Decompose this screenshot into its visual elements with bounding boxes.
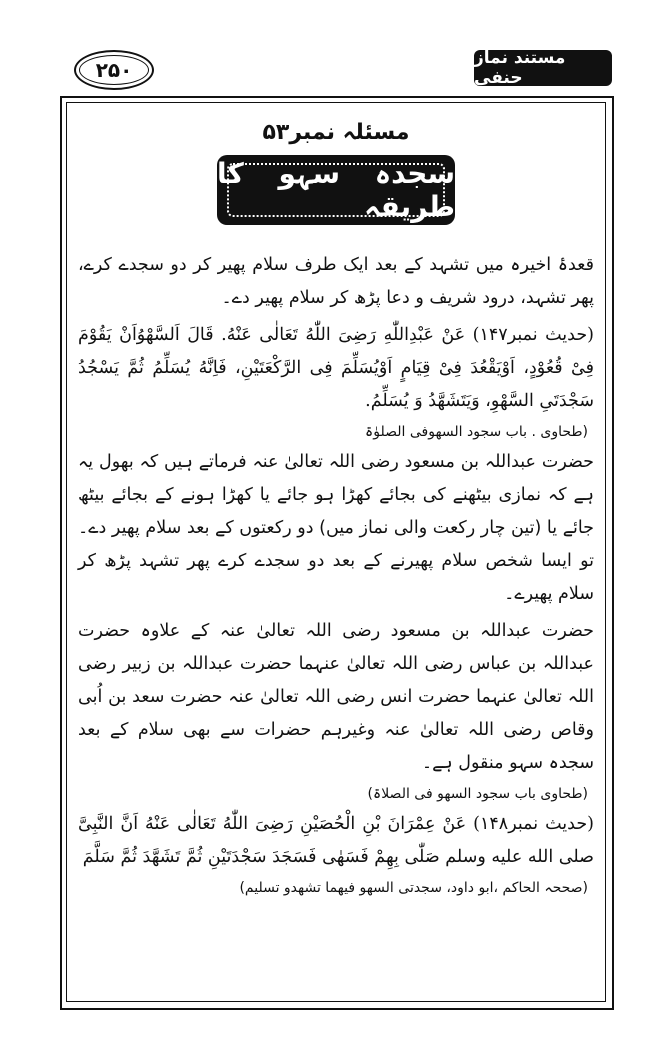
masla-heading: مسئلہ نمبر۵۳ — [262, 120, 410, 145]
intro-paragraph: قعدۂ اخیرہ میں تشہد کے بعد ایک طرف سلام پھیر کر دو سجدے کرے، پھر تشہد، درود شریف و دعا پڑھ کر سلام پھیر دے۔ — [78, 255, 594, 308]
hadith-148-arabic: (حدیث نمبر۱۴۸) عَنْ عِمْرَانَ بْنِ الْحُصَيْنِ رَضِىَ اللّٰهُ تَعَالٰى عَنْهُ اَنَّ النَّبِىَّ صلى الله عليه وسلم صَلّٰى بِهِمْ فَسَهٰى فَسَجَدَ سَجْدَتَيْنِ ثُمَّ تَشَهَّدَ ثُمَّ سَلَّمَ — [78, 814, 594, 867]
hadith-147-arabic: (حدیث نمبر۱۴۷) عَنْ عَبْدِاللّٰهِ رَضِىَ اللّٰهُ تَعَالٰى عَنْهُ. قَالَ اَلسَّهْوُاَنْ يَقُوْمَ فِىْ قُعُوْدٍ، اَوْيَقْعُدَ فِىْ قِيَامٍ اَوْيُسَلِّمَ فِى الرَّكْعَتَيْنِ، فَاِنَّهُ يُسَلِّمُ ثُمَّ يَسْجُدُ سَجْدَتَىِ السَّهْوِ، وَيَتَشَهَّدُ وَ يُسَلِّمُ. — [78, 325, 594, 411]
companions-paragraph: حضرت عبداللہ بن مسعود رضی اللہ تعالیٰ عنہ کے علاوہ حضرت عبداللہ بن عباس رضی اللہ تعالیٰ عنہما حضرت عبداللہ بن زبیر رضی اللہ تعالیٰ عنہما حضرت انس رضی اللہ تعالیٰ عنہ حضرت سعد بن اُبی وقاص رضی اللہ تعالیٰ عنہ وغیرہم حضرات سے بھی سلام کے بعد سجدہ سہو منقول ہے۔ — [78, 621, 594, 773]
page-content — [78, 120, 594, 902]
chapter-title: سجدہ سہو کا طریقہ — [217, 157, 455, 223]
hadith-147-translation: حضرت عبداللہ بن مسعود رضی اللہ تعالیٰ عنہ فرماتے ہیں کہ بھول یہ ہے کہ نمازی بیٹھنے کی بجائے کھڑا ہو جائے یا کھڑا ہونے کے بجائے بیٹھ جائے یا (تین چار رکعت والی نماز میں) دو رکعتوں کے بعد سلام پھیر دے۔ تو ایسا شخص سلام پھیرنے کے بعد دو سجدے کرے پھر تشہد پڑھ کر سلام پھیرے۔ — [78, 452, 594, 604]
book-title: مستند نماز حنفی — [474, 50, 612, 86]
hadith-147-reference: (طحاوی . باب سجود السھوفی الصلوٰۃ — [365, 424, 588, 440]
hadith-148-reference: (صححہ الحاکم ،ابو داود، سجدتی السھو فیھما تشھدو تسلیم) — [239, 880, 588, 896]
page-number: ۲۵۰ — [74, 50, 154, 90]
tahawi-reference: (طحاوی باب سجود السھو فی الصلاۃ) — [367, 786, 588, 802]
chapter-title-box — [217, 155, 455, 225]
